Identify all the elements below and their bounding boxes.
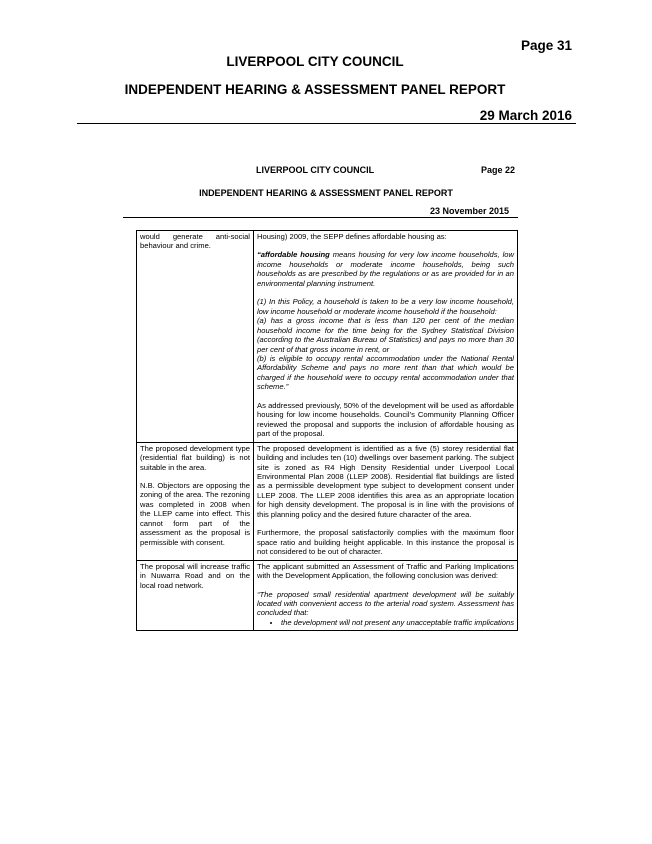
traffic-quote: “The proposed small residential apartment development will be suitably located with convenient access to the arterial road system. Assessment has concluded that: xyxy=(257,589,514,618)
issue-text: The proposed development type (residential flat building) is not suitable in the area. xyxy=(140,443,250,472)
issues-table xyxy=(136,230,518,631)
conclusion-list xyxy=(257,618,514,627)
response-text: Housing) 2009, the SEPP defines affordable housing as: xyxy=(257,232,447,241)
response-cell xyxy=(254,231,518,443)
report-title: INDEPENDENT HEARING & ASSESSMENT PANEL REPORT xyxy=(124,82,506,97)
inner-header-divider xyxy=(123,217,518,218)
policy-clause-b: (b) is eligible to occupy rental accommodation under the National Rental Affordability Scheme and pays no more rent than that which would be charged if the household were to occupy rental accommodation under that scheme.” xyxy=(257,353,514,392)
response-cell xyxy=(254,560,518,631)
report-date: 29 March 2016 xyxy=(479,108,572,123)
issue-cell xyxy=(137,231,254,443)
issue-note: N.B. Objectors are opposing the zoning of the area. The rezoning was completed in 2008 when the LLEP came into effect. This cannot form part of the assessment as the proposal is permissible with consent. xyxy=(140,480,250,547)
issue-text: would generate anti-social behaviour and crime. xyxy=(140,232,250,251)
page-number: Page 31 xyxy=(520,38,572,53)
response-text: As addressed previously, 50% of the development will be used as affordable housing for low income households. Council’s Community Planning Officer reviewed the proposal and supports the inclusion of affordable housing as part of the proposal. xyxy=(257,400,514,439)
inner-report-date: 23 November 2015 xyxy=(430,206,510,216)
policy-clause-a: (a) has a gross income that is less than 120 per cent of the median household income for the time being for the Sydney Statistical Division (according to the Australian Bureau of Statistics) and pays no more than 30 per cent of that gross income in rent, or xyxy=(257,316,514,354)
table-row xyxy=(137,231,518,443)
inner-page-number: Page 22 xyxy=(481,165,516,175)
issue-cell xyxy=(137,442,254,560)
inner-council-name: LIVERPOOL CITY COUNCIL xyxy=(256,165,375,175)
response-cell xyxy=(254,442,518,560)
list-item: • the development will not present any unacceptable traffic implications xyxy=(281,618,514,627)
response-text: The proposed development is identified as a five (5) storey residential flat building and includes ten (10) dwellings over basement parking. The subject site is zoned as R4 High Density Residential under Liverpool Local Environmental Plan 2008 (LLEP 2008). Residential flat buildings are listed as a permissible development type subject to development consent under LLEP 2008. The LLEP 2008 identifies this area as an appropriate location for high density development. The proposal is in line with the provisions of this planning policy and the desired future character of the area. xyxy=(257,443,514,519)
table-row xyxy=(137,442,518,560)
header-divider xyxy=(77,123,576,124)
issue-text: The proposal will increase traffic in Nuwarra Road and on the local road network. xyxy=(140,561,250,590)
definition-text xyxy=(257,250,514,288)
response-text: The applicant submitted an Assessment of Traffic and Parking Implications with the Development Application, the following conclusion was derived: xyxy=(257,561,514,581)
definition-body: means housing for very low income households, low income households or moderate income households, being such households as are prescribed by the regulations or as are provided for in an environmental planning instrument. xyxy=(257,250,514,288)
policy-clause: (1) In this Policy, a household is taken to be a very low income household, low income household or moderate income household if the household: xyxy=(257,297,514,316)
issue-cell xyxy=(137,560,254,631)
definition-term: “affordable housing xyxy=(257,250,330,260)
table-row xyxy=(137,560,518,631)
council-name: LIVERPOOL CITY COUNCIL xyxy=(226,54,404,69)
inner-report-title: INDEPENDENT HEARING & ASSESSMENT PANEL REPORT xyxy=(199,188,453,198)
response-text: Furthermore, the proposal satisfactorily complies with the maximum floor space ratio and building height applicable. In this instance the proposal is not considered to be out of character. xyxy=(257,528,514,557)
